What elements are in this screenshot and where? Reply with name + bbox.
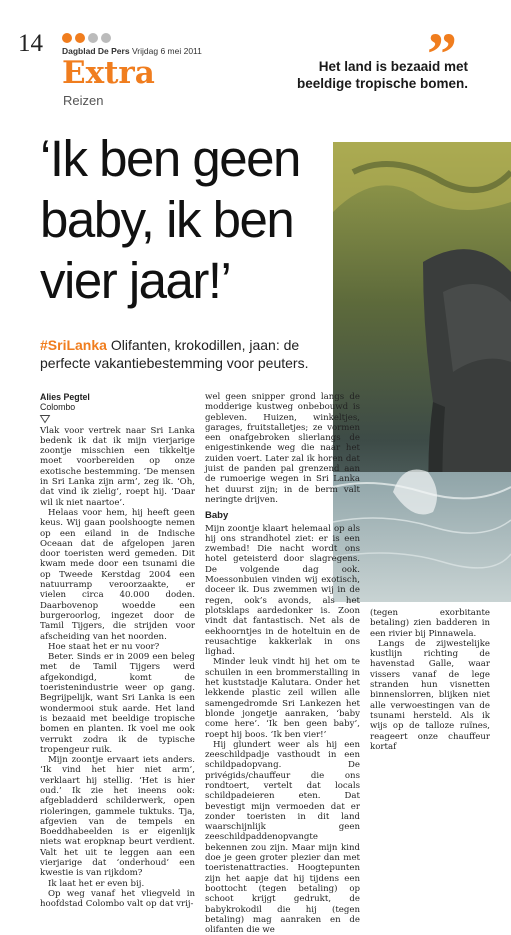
section-dots-icon <box>62 33 111 43</box>
page-number: 14 <box>18 30 43 57</box>
paragraph: Helaas voor hem, hij heeft geen keus. Wij gaan poolshoogte nemen op een eiland in de Indische Oceaan dat de afgelopen jaren door toeristen werd gemeden. Dit kwam mede door een tsunami die op Tweede Kerstdag 2004 een natuurramp veroorzaakte, er vielen circa 40.000 doden. Daarbovenop woedde een burgeroorlog, ingezet door de Tamil Tijgers, die strijden voor afscheiding van het noorden. <box>40 507 195 642</box>
standfirst <box>40 336 320 372</box>
dot-icon <box>101 33 111 43</box>
paragraph: Hij glundert weer als hij een zeeschildpadje vasthoudt in een schildpadopvang. De privégids/chauffeur die ons rondtoert, vertelt dat locals schildpadeieren eten. Dat bevestigt mijn vermoeden dat er zonder toeristen in dit land waarschijnlijk geen zeeschildpaddenopvangte bekennen zou zijn. Maar mijn kind doe je geen groter plezier dan met toeristenattracties. Hoogtepunten zijn het aapje dat hij tijdens een boottocht (tegen betaling) op schoot krijgt gedrukt, de babykrokodil die hij (tegen betaling) mag aanraken en de olifanten die we <box>205 739 360 935</box>
article-column-1 <box>40 392 195 910</box>
paragraph: Vlak voor vertrek naar Sri Lanka bedenk ik dat ik mijn vierjarige zoontje misschien een tikkeltje moet voorbereiden op onze exotische bestemming. ‘De mensen in Sri Lanka zijn arm’, zeg ik. ‘Oh, dat vind ik zielig’, roept hij. ‘Daar wil ik niet naartoe’. <box>40 425 195 508</box>
article-column-3 <box>370 608 490 752</box>
paragraph: Langs de zijwestelijke kustlijn richting de havenstad Galle, waar vissers vanaf de lege stranden hun visnetten binnenslorren, blijken niet alle verwoestingen van de tsunami hersteld. Als ik wijs op de talloze ruïnes, reageert onze chauffeur kortaf <box>370 638 490 752</box>
dot-icon <box>75 33 85 43</box>
paragraph: Mijn zoontje ervaart iets anders. ‘Ik vind het hier niet arm’, verklaart hij stellig. ‘Het is hier oud.’ Ik zie het ineens ook: afgebladderd schilderwerk, open rioleringen, gammele tuktuks. Tja, afgevien van de tempels en Boeddhabeelden is er eigenlijk niets wat eropknap beurt verdient. Valt het uit te leggen aan een vierjarige dat ‘onderhoud’ een kwestie is van rijkdom? <box>40 755 195 879</box>
paragraph: wel geen snipper grond langs de modderige kustweg onbebouwd is gebleven. Huizen, winkeltjes, garages, fruitstalletjes; ze vormen een onafgebroken slierlangs de enigestinkende weg die naar het zuiden voert. Later zal ik horen dat juist de panden pal grenzend aan de rumoerige wegen in Sri Lanka het duurst zijn; in de berm valt neringte drijven. <box>205 392 360 505</box>
dot-icon <box>88 33 98 43</box>
paragraph: Minder leuk vindt hij het om te schuilen in een brommerstalling in het kuststadje Kalutara. Onder het lekkende plastic zeil willen alle samengedromde Sri Lankezen het blonde jongetje aanraken, ‘baby come here’. ‘Ik ben geen baby’, roept hij boos. ‘Ik ben vier!’ <box>205 657 360 740</box>
section-title: Extra <box>62 55 155 91</box>
issue-date: Vrijdag 6 mei 2011 <box>131 46 202 56</box>
byline-place: Colombo <box>40 402 76 413</box>
byline-name: Alies Pegtel <box>40 392 90 402</box>
paragraph: Ik laat het er even bij. <box>48 878 145 889</box>
paragraph: Beter. Sinds er in 2009 een beleg met de Tamil Tijgers werd afgekondigd, komt de toeristenindustrie weer op gang. Begrijpelijk, want Sri Lanka is een wondermooi stuk aarde. Het land is bezaaid met beeldige tropische bomen en planten. Ik voel me ook verrukt zodra ik de typische tropengeur ruik. <box>40 652 195 755</box>
paragraph: Mijn zoontje klaart helemaal op als hij ons strandhotel ziet: er is een zwembad! Die nacht wordt ons hotel geteisterd door slagregens. De volgende dag ook. Moessonbuien vinden wij exotisch, doceer ik. Dus zwemmen wij in de regen, ook’s avonds, als het plotsklaps aardedonker is. Zoon vindt dat fantastisch. Net als de eekhoorntjes in de hoteltuin en de reusachtige kakkerlak in ons lighad. <box>205 523 360 658</box>
paragraph: Op weg vanaf het vliegveld in hoofdstad Colombo valt op dat vrij- <box>40 888 195 910</box>
hashtag: #SriLanka <box>40 337 107 353</box>
triangle-down-icon <box>40 415 50 423</box>
dot-icon <box>62 33 72 43</box>
subheading: Baby <box>205 510 229 522</box>
headline: ‘Ik ben geen baby, ik ben vier jaar!’ <box>40 130 300 309</box>
paper-name: Dagblad De Pers <box>62 46 130 56</box>
standfirst-text: Olifanten, krokodillen, jaan: de perfecte vakantiebestemming voor peuters. <box>40 337 309 371</box>
quote-mark-icon: ” <box>427 21 457 87</box>
paragraph: (tegen exorbitante betaling) zien badderen in een rivier bij Pinnawela. <box>370 608 490 639</box>
section-subtitle: Reizen <box>63 93 104 108</box>
pull-quote: Het land is bezaaid met beeldige tropische bomen. <box>296 59 468 91</box>
article-column-2 <box>205 392 360 935</box>
paragraph: Hoe staat het er nu voor? <box>48 641 160 652</box>
